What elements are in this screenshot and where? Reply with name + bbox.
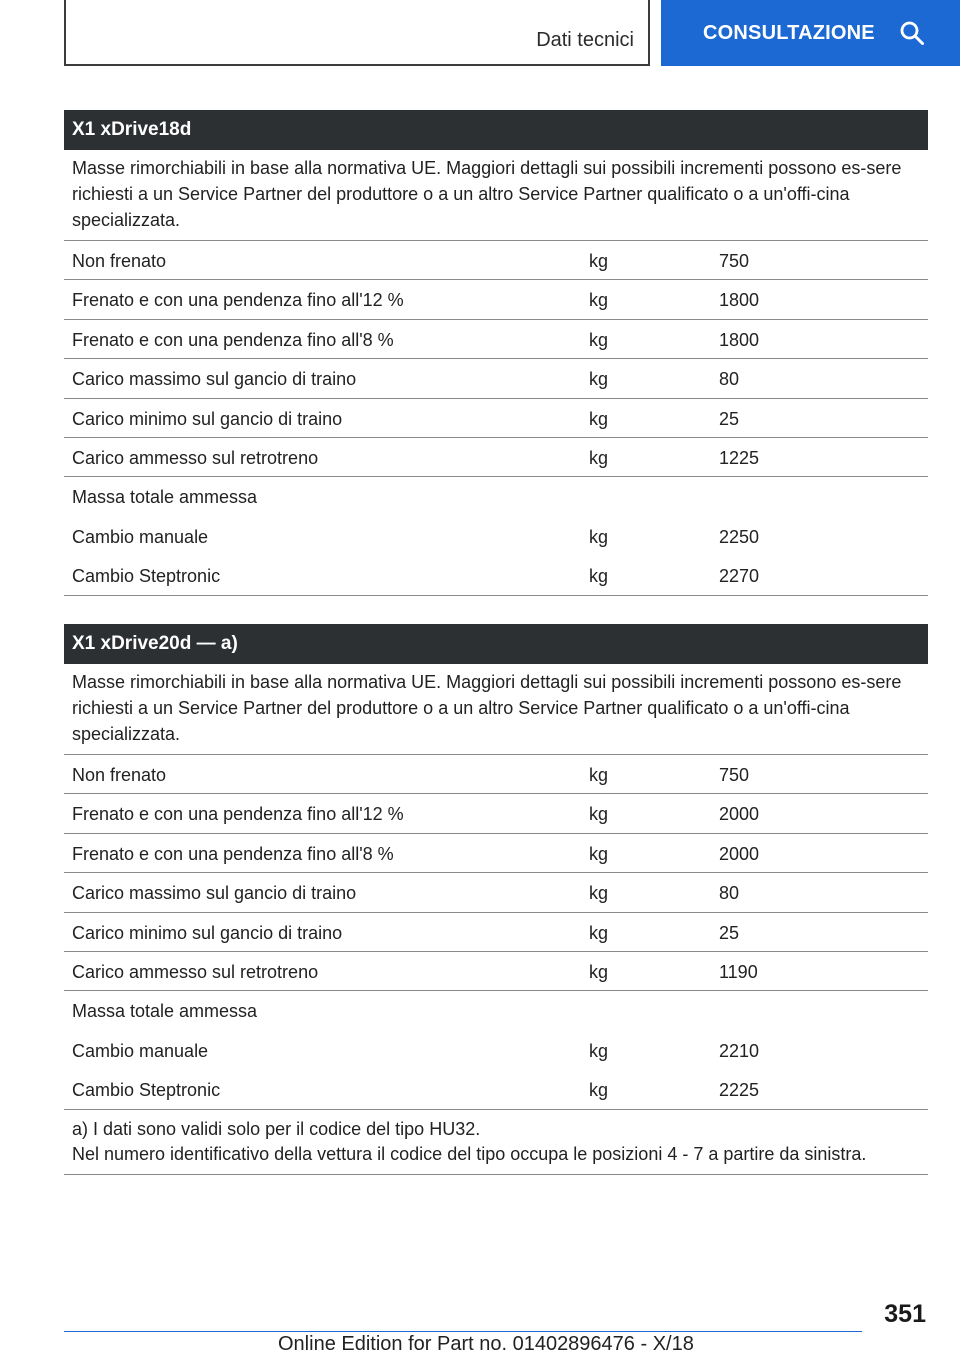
table-row [64,834,928,873]
edition-note: Online Edition for Part no. 01402896476 - X/18 [278,1333,694,1355]
row-unit: kg [589,526,609,547]
row-value: 750 [719,251,750,271]
row-unit: kg [589,804,609,825]
row-unit: kg [589,290,609,311]
table-row [64,241,928,280]
row-unit: kg [589,922,609,943]
consultazione-search-button[interactable] [661,0,960,66]
row-unit: kg [589,1040,609,1061]
section-title: Dati tecnici [536,29,634,51]
row-value: 80 [719,883,740,904]
search-button-label: CONSULTAZIONE [703,21,875,44]
footer-divider [64,1331,862,1332]
table-x1-xdrive20d [64,624,928,1175]
table-row [64,556,928,595]
row-label: Cambio manuale [72,526,209,547]
row-unit: kg [589,883,609,904]
row-label: Non frenato [72,765,167,785]
row-value: 750 [719,765,750,785]
row-value: 2250 [719,526,760,547]
table-row [64,280,928,319]
row-unit: kg [589,765,609,785]
footnote-line: Nel numero identificativo della vettura il codice del tipo occupa le posizioni 4 - 7 a partire da sinistra. [72,1143,867,1164]
row-label: Frenato e con una pendenza fino all'12 % [72,804,404,825]
row-value: 2270 [719,566,760,587]
row-value: 1225 [719,447,760,468]
table-intro: Masse rimorchiabili in base alla normativa UE. Maggiori dettagli sui possibili incrementi possono es-sere richiesti a un Service Partner del produttore o a un altro Service Partner qualificato o a un'offi-cina specializzata. [64,664,928,755]
table-x1-xdrive18d [64,110,928,596]
row-unit: kg [589,447,609,468]
row-value: 25 [719,922,740,943]
row-unit: kg [589,329,609,350]
row-value: 2210 [719,1040,760,1061]
row-label: Frenato e con una pendenza fino all'12 % [72,290,404,311]
row-label: Massa totale ammessa [72,1001,258,1022]
row-value: 2000 [719,843,760,864]
row-value: 80 [719,369,740,390]
row-unit: kg [589,1080,609,1101]
table-row [64,913,928,952]
row-unit: kg [589,566,609,587]
row-label: Carico minimo sul gancio di traino [72,922,343,943]
table-row [64,1070,928,1109]
row-label: Carico massimo sul gancio di traino [72,883,357,904]
row-value: 1190 [719,961,758,982]
row-label: Carico minimo sul gancio di traino [72,408,343,429]
header-bar [64,0,650,66]
table-row [64,438,928,477]
table-row [64,755,928,794]
row-label: Non frenato [72,251,167,271]
search-icon [899,20,925,46]
table-row-group-heading [64,991,928,1030]
row-label: Cambio manuale [72,1040,209,1061]
table-footnote [64,1110,928,1175]
table-row [64,320,928,359]
table-row [64,873,928,912]
table-title: X1 xDrive18d [64,110,928,150]
row-value: 1800 [719,329,760,350]
row-label: Carico ammesso sul retrotreno [72,961,319,982]
row-label: Frenato e con una pendenza fino all'8 % [72,843,394,864]
table-row [64,1031,928,1070]
row-label: Cambio Steptronic [72,566,221,587]
row-value: 2225 [719,1080,760,1101]
row-value: 1800 [719,290,760,311]
row-label: Massa totale ammessa [72,487,258,508]
row-value: 2000 [719,804,760,825]
row-value: 25 [719,408,740,429]
page-number: 351 [884,1300,926,1328]
table-row [64,399,928,438]
footnote-line: a) I dati sono validi solo per il codice del tipo HU32. [72,1118,481,1139]
table-row [64,952,928,991]
table-row [64,517,928,556]
row-unit: kg [589,408,609,429]
table-row [64,794,928,833]
row-unit: kg [589,843,609,864]
table-title: X1 xDrive20d — a) [64,624,928,664]
table-row [64,359,928,398]
row-unit: kg [589,251,609,271]
row-label: Cambio Steptronic [72,1080,221,1101]
row-unit: kg [589,369,609,390]
row-unit: kg [589,961,609,982]
table-intro: Masse rimorchiabili in base alla normativa UE. Maggiori dettagli sui possibili incrementi possono es-sere richiesti a un Service Partner del produttore o a un altro Service Partner qualificato o a un'offi-cina specializzata. [64,150,928,241]
row-label: Frenato e con una pendenza fino all'8 % [72,329,394,350]
row-label: Carico massimo sul gancio di traino [72,369,357,390]
row-label: Carico ammesso sul retrotreno [72,447,319,468]
table-row-group-heading [64,477,928,516]
